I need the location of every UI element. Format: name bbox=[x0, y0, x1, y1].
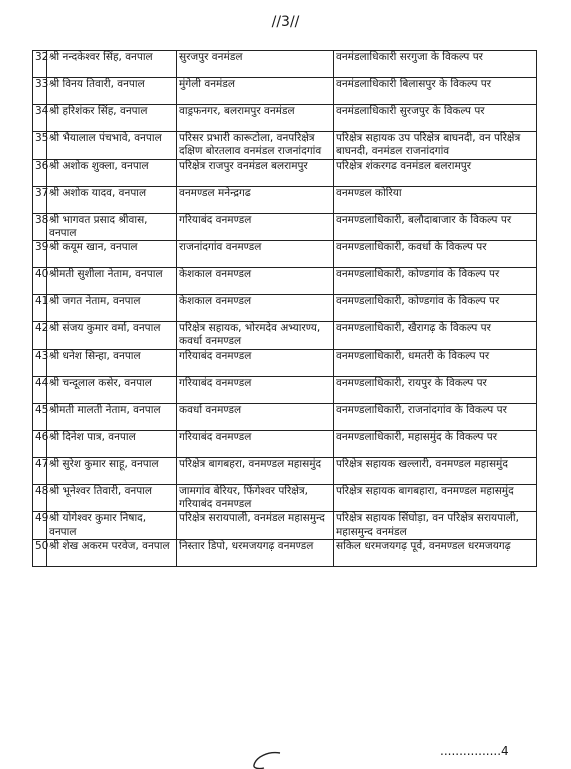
new-posting: वनमण्डलाधिकारी, धमतरी के विकल्प पर bbox=[334, 349, 537, 376]
table-row bbox=[33, 430, 537, 457]
employee-name: श्रीमती मालती नेताम, वनपाल bbox=[47, 403, 177, 430]
table-row bbox=[33, 539, 537, 566]
serial-number: 43 bbox=[33, 349, 47, 376]
employee-name: श्री नन्दकेश्वर सिंह, वनपाल bbox=[47, 51, 177, 78]
serial-number: 38 bbox=[33, 213, 47, 241]
serial-number: 34 bbox=[33, 105, 47, 132]
current-posting: परिक्षेत्र सरायपाली, वनमंडल महासमुन्द bbox=[177, 512, 334, 540]
employee-name: श्री भूनेश्वर तिवारी, वनपाल bbox=[47, 484, 177, 512]
current-posting: गरियाबंद वनमण्डल bbox=[177, 430, 334, 457]
new-posting: परिक्षेत्र सहायक बागबहारा, वनमण्डल महासमुंद bbox=[334, 484, 537, 512]
new-posting: सकिल धरमजयगढ़ पूर्व, वनमण्डल धरमजयगढ़ bbox=[334, 539, 537, 566]
employee-name: श्री हरिशंकर सिंह, वनपाल bbox=[47, 105, 177, 132]
employee-name: श्री विनय तिवारी, वनपाल bbox=[47, 78, 177, 105]
new-posting: परिक्षेत्र शंकरगढ वनमंडल बलरामपुर bbox=[334, 159, 537, 186]
current-posting: जामगांव बेरियर, फिंगेश्वर परिक्षेत्र, गरियाबंद वनमण्डल bbox=[177, 484, 334, 512]
serial-number: 36 bbox=[33, 159, 47, 186]
table-row bbox=[33, 78, 537, 105]
employee-name: श्री चन्दूलाल कसेर, वनपाल bbox=[47, 376, 177, 403]
new-posting: वनमण्डलाधिकारी, बलौदाबाजार के विकल्प पर bbox=[334, 213, 537, 241]
employee-name: श्री अशोक यादव, वनपाल bbox=[47, 186, 177, 213]
serial-number: 42 bbox=[33, 322, 47, 350]
serial-number: 33 bbox=[33, 78, 47, 105]
serial-number: 46 bbox=[33, 430, 47, 457]
serial-number: 32 bbox=[33, 51, 47, 78]
current-posting: वाड्रफनगर, बलरामपुर वनमंडल bbox=[177, 105, 334, 132]
table-row bbox=[33, 186, 537, 213]
serial-number: 50 bbox=[33, 539, 47, 566]
employee-name: श्री शेख अकरम परवेज, वनपाल bbox=[47, 539, 177, 566]
employee-name: श्री भागवत प्रसाद श्रीवास, वनपाल bbox=[47, 213, 177, 241]
table-row bbox=[33, 241, 537, 268]
signature-mark bbox=[250, 751, 286, 769]
serial-number: 40 bbox=[33, 268, 47, 295]
table-row bbox=[33, 268, 537, 295]
serial-number: 45 bbox=[33, 403, 47, 430]
new-posting: परिक्षेत्र सहायक सिंघोड़ा, वन परिक्षेत्र सरायपाली, महासमुन्द वनमंडल bbox=[334, 512, 537, 540]
new-posting: वनमण्डलाधिकारी, कोण्डगांव के विकल्प पर bbox=[334, 295, 537, 322]
employee-name: श्री जगत नेताम, वनपाल bbox=[47, 295, 177, 322]
table-row bbox=[33, 403, 537, 430]
new-posting: वनमण्डलाधिकारी, राजनांदगांव के विकल्प पर bbox=[334, 403, 537, 430]
new-posting: वनमंडलाधिकारी बिलासपुर के विकल्प पर bbox=[334, 78, 537, 105]
employee-name: श्री योगेश्वर कुमार निषाद, वनपाल bbox=[47, 512, 177, 540]
employee-name: श्री कयूम खान, वनपाल bbox=[47, 241, 177, 268]
table-row bbox=[33, 295, 537, 322]
table-row bbox=[33, 457, 537, 484]
table-row bbox=[33, 213, 537, 241]
new-posting: परिक्षेत्र सहायक खल्लारी, वनमण्डल महासमुंद bbox=[334, 457, 537, 484]
serial-number: 44 bbox=[33, 376, 47, 403]
table-row bbox=[33, 349, 537, 376]
current-posting: परिक्षेत्र राजपुर वनमंडल बलरामपुर bbox=[177, 159, 334, 186]
new-posting: वनमण्डलाधिकारी, कोण्डगांव के विकल्प पर bbox=[334, 268, 537, 295]
current-posting: परिक्षेत्र बागबहरा, वनमण्डल महासमुंद bbox=[177, 457, 334, 484]
employee-name: श्री अशोक शुक्ला, वनपाल bbox=[47, 159, 177, 186]
new-posting: वनमण्डलाधिकारी, कवर्धा के विकल्प पर bbox=[334, 241, 537, 268]
serial-number: 47 bbox=[33, 457, 47, 484]
table-row bbox=[33, 132, 537, 160]
current-posting: गरियाबंद वनमण्डल bbox=[177, 376, 334, 403]
new-posting: वनमंडलाधिकारी सुरजपुर के विकल्प पर bbox=[334, 105, 537, 132]
current-posting: गरियाबंद वनमण्डल bbox=[177, 349, 334, 376]
table-row bbox=[33, 322, 537, 350]
table-row bbox=[33, 159, 537, 186]
current-posting: केशकाल वनमण्डल bbox=[177, 295, 334, 322]
serial-number: 49 bbox=[33, 512, 47, 540]
serial-number: 37 bbox=[33, 186, 47, 213]
table-row bbox=[33, 512, 537, 540]
new-posting: वनमण्डलाधिकारी, महासमुंद के विकल्प पर bbox=[334, 430, 537, 457]
current-posting: मुंगेली वनमंडल bbox=[177, 78, 334, 105]
employee-name: श्री संजय कुमार वर्मा, वनपाल bbox=[47, 322, 177, 350]
employee-name: श्री भैयालाल पंचभावे, वनपाल bbox=[47, 132, 177, 160]
table-row bbox=[33, 51, 537, 78]
serial-number: 35 bbox=[33, 132, 47, 160]
table-row bbox=[33, 484, 537, 512]
new-posting: वनमण्डलाधिकारी, खैरागढ़ के विकल्प पर bbox=[334, 322, 537, 350]
current-posting: परिसर प्रभारी कारूटोला, वनपरिक्षेत्र दक्षिण बोरतलाव वनमंडल राजनांदगांव bbox=[177, 132, 334, 160]
continuation-marker: ................4 bbox=[440, 744, 509, 758]
current-posting: गरियाबंद वनमण्डल bbox=[177, 213, 334, 241]
new-posting: परिक्षेत्र सहायक उप परिक्षेत्र बाघनदी, वन परिक्षेत्र बाघनदी, वनमंडल राजनांदगांव bbox=[334, 132, 537, 160]
table-row bbox=[33, 105, 537, 132]
new-posting: वनमण्डलाधिकारी, रायपुर के विकल्प पर bbox=[334, 376, 537, 403]
employee-name: श्रीमती सुशीला नेताम, वनपाल bbox=[47, 268, 177, 295]
current-posting: केशकाल वनमण्डल bbox=[177, 268, 334, 295]
current-posting: वनमण्डल मनेन्द्रगढ bbox=[177, 186, 334, 213]
new-posting: वनमण्डल कोरिया bbox=[334, 186, 537, 213]
employee-name: श्री सुरेश कुमार साहू, वनपाल bbox=[47, 457, 177, 484]
current-posting: राजनांदगांव वनमण्डल bbox=[177, 241, 334, 268]
serial-number: 48 bbox=[33, 484, 47, 512]
new-posting: वनमंडलाधिकारी सरगुजा के विकल्प पर bbox=[334, 51, 537, 78]
employee-name: श्री धनेश सिन्हा, वनपाल bbox=[47, 349, 177, 376]
current-posting: निस्तार डिपो, धरमजयगढ़ वनमण्डल bbox=[177, 539, 334, 566]
current-posting: परिक्षेत्र सहायक, भोरमदेव अभ्यारण्य, कवर्धा वनमण्डल bbox=[177, 322, 334, 350]
serial-number: 41 bbox=[33, 295, 47, 322]
serial-number: 39 bbox=[33, 241, 47, 268]
current-posting: सुरजपुर वनमंडल bbox=[177, 51, 334, 78]
page-marker: //3// bbox=[271, 14, 300, 30]
employee-name: श्री दिनेश पात्र, वनपाल bbox=[47, 430, 177, 457]
current-posting: कवर्धा वनमण्डल bbox=[177, 403, 334, 430]
transfer-table bbox=[32, 50, 537, 567]
table-row bbox=[33, 376, 537, 403]
